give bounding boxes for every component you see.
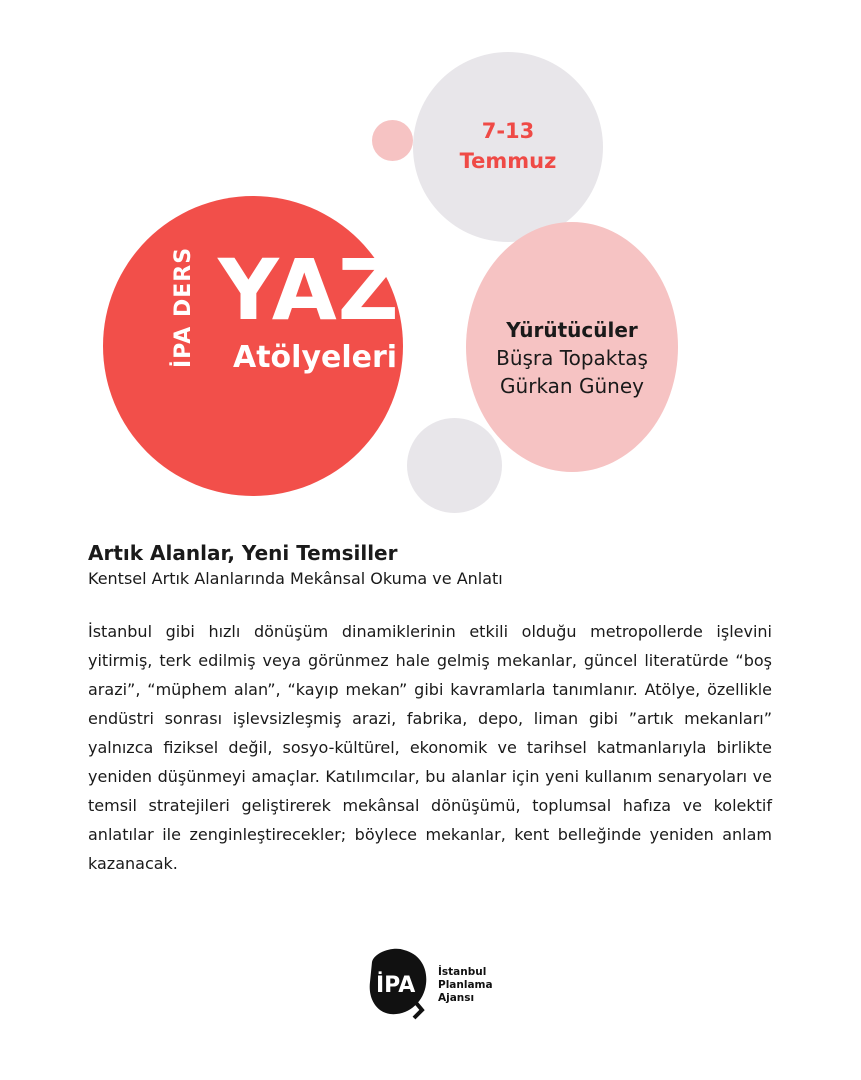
date-range — [413, 116, 603, 176]
logo-line: Ajansı — [438, 992, 475, 1004]
date-days: 7-13 — [481, 119, 535, 143]
logo-line: İstanbul — [438, 966, 487, 978]
subheadline: Atölyeleri — [233, 340, 398, 375]
organizer-name: Gürkan Güney — [500, 374, 644, 398]
workshop-description: İstanbul gibi hızlı dönüşüm dinamiklerinin etkili olduğu metropollerde işlevini yitirmiş, terk edilmiş veya görünmez hale gelmiş mekanlar, güncel literatürde “boş arazi”, “müphem alan”, “kayıp mekan” gibi kavramlarla tanımlanır. Atölye, özellikle endüstri sonrası işlevsizleşmiş arazi, fabrika, depo, liman gibi ”artık mekanları” yalnızca fiziksel değil, sosyo-kültürel, ekonomik ve tarihsel katmanlarıyla birlikte yeniden düşünmeyi amaçlar. Katılımcılar, bu alanlar için yeni kullanım senaryoları ve temsil stratejileri geliştirerek mekânsal dönüşümü, toplumsal hafıza ve kolektif anlatılar ile zenginleştirecekler; böylece mekanlar, kent belleğinde yeniden anlam kazanacak. — [88, 622, 772, 873]
vertical-label: İPA DERS — [171, 246, 196, 368]
date-month: Temmuz — [459, 149, 557, 173]
logo-wordmark — [438, 966, 493, 1005]
workshop-title: Artık Alanlar, Yeni Temsiller — [88, 541, 398, 565]
organizer-name: Büşra Topaktaş — [496, 346, 648, 370]
ipa-logo-mark-icon — [364, 944, 434, 1020]
small-grey-circle — [407, 418, 502, 513]
logo-mark-text: İPA — [376, 973, 416, 998]
workshop-subtitle: Kentsel Artık Alanlarında Mekânsal Okuma ve Anlatı — [88, 569, 503, 588]
small-pink-circle — [372, 120, 413, 161]
organizers-block — [466, 316, 678, 400]
logo-line: Planlama — [438, 979, 493, 991]
organizers-label: Yürütücüler — [506, 318, 638, 342]
headline: YAZ — [218, 241, 400, 339]
